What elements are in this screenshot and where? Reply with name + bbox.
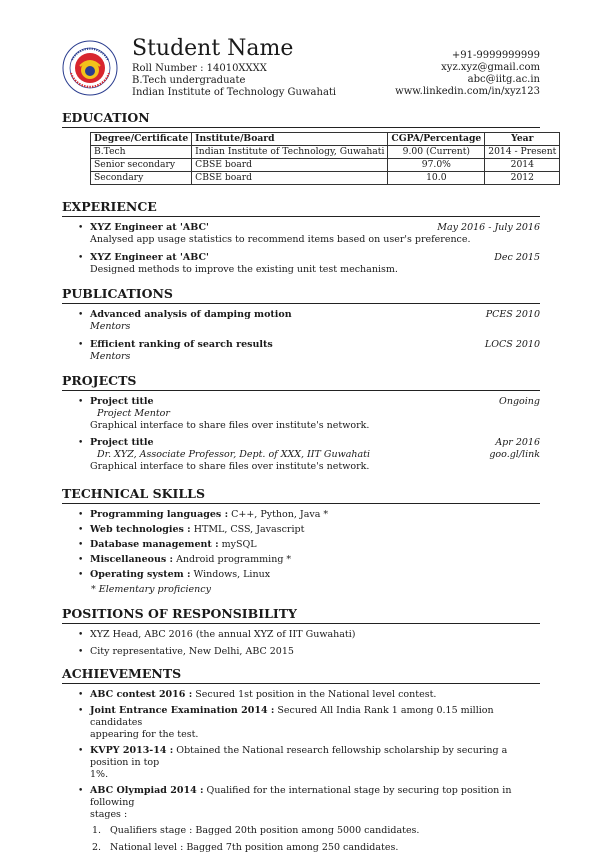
column-header: Degree/Certificate [91, 133, 192, 146]
list-item [62, 745, 540, 781]
column-header: Institute/Board [192, 133, 388, 146]
section-title: EDUCATION [62, 110, 540, 128]
table-row [91, 159, 560, 172]
skills-section [62, 486, 540, 596]
job-date: May 2016 - July 2016 [437, 222, 540, 233]
skill-label: Database management : [90, 539, 219, 550]
achievement-text-cont: stages : [90, 809, 128, 820]
publication-title: • Efficient ranking of search results [90, 339, 273, 350]
positions-section [62, 606, 540, 658]
email-personal[interactable]: xyz.xyz@gmail.com [441, 62, 540, 73]
list-item [62, 339, 540, 363]
project-mentor: Dr. XYZ, Associate Professor, Dept. of XXX, IIT Guwahati [97, 449, 371, 460]
achievement-label: Joint Entrance Examination 2014 : [90, 705, 275, 716]
table-cell: 10.0 [388, 172, 485, 185]
contact-details [395, 50, 540, 98]
sub-item-number: 2. [92, 842, 102, 853]
section-title: EXPERIENCE [62, 199, 540, 217]
achievement-text: Secured All India Rank 1 among 0.15 million candidates [90, 705, 494, 728]
project-title: • Project title [90, 437, 154, 448]
skill-value: mySQL [218, 539, 257, 550]
publication-role: Mentors [90, 321, 131, 332]
skill-label: Web technologies : [90, 524, 191, 535]
list-item [62, 569, 540, 581]
achievements-section [62, 666, 540, 854]
institute: Indian Institute of Technology Guwahati [132, 87, 337, 98]
achievement-label: KVPY 2013-14 : [90, 745, 174, 756]
project-title: • Project title [90, 396, 154, 407]
table-cell: CBSE board [192, 159, 388, 172]
student-name: Student Name [132, 36, 294, 61]
column-header: Year [485, 133, 560, 146]
job-role: • XYZ Engineer at 'ABC' [90, 252, 209, 263]
table-cell: Senior secondary [91, 159, 192, 172]
sub-list-item [62, 842, 540, 854]
table-row [91, 146, 560, 159]
publication-venue: LOCS 2010 [484, 339, 540, 350]
section-title: POSITIONS OF RESPONSIBILITY [62, 606, 540, 624]
sub-item-text: National level : Bagged 7th position among 250 candidates. [110, 842, 399, 853]
section-title: ACHIEVEMENTS [62, 666, 540, 684]
table-cell: CBSE board [192, 172, 388, 185]
phone: +91-9999999999 [451, 50, 540, 61]
list-item [62, 252, 540, 276]
website-link[interactable]: www.linkedin.com/in/xyz123 [395, 86, 540, 97]
sub-item-text: Qualifiers stage : Bagged 20th position among 5000 candidates. [110, 825, 420, 836]
education-section [62, 110, 557, 185]
roll-number: Roll Number : 14010XXXX [132, 63, 267, 74]
degree: B.Tech undergraduate [132, 75, 246, 86]
project-status: Ongoing [499, 396, 540, 407]
education-table [90, 132, 560, 185]
table-cell: B.Tech [91, 146, 192, 159]
section-title: PUBLICATIONS [62, 286, 540, 304]
job-role: • XYZ Engineer at 'ABC' [90, 222, 209, 233]
list-item [62, 396, 540, 432]
skills-footnote: * Elementary proficiency [91, 584, 211, 595]
sub-list-item [62, 825, 540, 837]
publication-venue: PCES 2010 [485, 309, 540, 320]
table-cell: 97.0% [388, 159, 485, 172]
list-item [62, 705, 540, 741]
project-description: Graphical interface to share files over institute's network. [90, 461, 370, 472]
skill-label: Miscellaneous : [90, 554, 174, 565]
achievement-text-cont: appearing for the test. [90, 729, 199, 740]
list-item [62, 524, 540, 536]
list-item [62, 554, 540, 566]
table-cell: 2014 [485, 159, 560, 172]
skill-value: C++, Python, Java * [228, 509, 329, 520]
achievement-text: Secured 1st position in the National level contest. [192, 689, 437, 700]
iitg-logo [62, 40, 118, 96]
skill-value: Windows, Linux [190, 569, 271, 580]
table-row [91, 172, 560, 185]
achievement-text: Obtained the National research fellowship scholarship by securing a position in top [90, 745, 508, 768]
skill-label: Programming languages : [90, 509, 229, 520]
job-description: Designed methods to improve the existing unit test mechanism. [90, 264, 398, 275]
table-header-row [91, 133, 560, 146]
publication-title: • Advanced analysis of damping motion [90, 309, 292, 320]
section-title: TECHNICAL SKILLS [62, 486, 540, 504]
section-title: PROJECTS [62, 373, 540, 391]
sub-item-number: 1. [92, 825, 102, 836]
skill-label: Operating system : [90, 569, 191, 580]
list-item [62, 539, 540, 551]
project-link[interactable]: goo.gl/link [489, 449, 540, 460]
list-item [62, 689, 540, 701]
list-item: • City representative, New Delhi, ABC 2015 [62, 646, 540, 658]
table-cell: 9.00 (Current) [388, 146, 485, 159]
list-item [62, 437, 540, 473]
project-mentor: Project Mentor [97, 408, 170, 419]
project-description: Graphical interface to share files over institute's network. [90, 420, 370, 431]
experience-section [62, 199, 540, 276]
list-item [62, 222, 540, 246]
table-cell: 2012 [485, 172, 560, 185]
skill-value: Android programming * [173, 554, 292, 565]
table-cell: Secondary [91, 172, 192, 185]
project-date: Apr 2016 [495, 437, 540, 448]
list-item: • XYZ Head, ABC 2016 (the annual XYZ of IIT Guwahati) [62, 629, 540, 641]
header-details [132, 63, 336, 99]
job-description: Analysed app usage statistics to recommend items based on user's preference. [90, 234, 471, 245]
achievement-text: Qualified for the international stage by securing top position in following [90, 785, 512, 808]
list-item [62, 309, 540, 333]
achievement-text-cont: 1%. [90, 769, 109, 780]
list-item [62, 785, 540, 821]
skill-value: HTML, CSS, Javascript [190, 524, 305, 535]
publication-role: Mentors [90, 351, 131, 362]
list-item [62, 509, 540, 521]
projects-section [62, 373, 540, 473]
job-date: Dec 2015 [494, 252, 540, 263]
table-cell: 2014 - Present [485, 146, 560, 159]
achievement-label: ABC Olympiad 2014 : [90, 785, 204, 796]
email-institute[interactable]: abc@iitg.ac.in [467, 74, 540, 85]
achievement-label: ABC contest 2016 : [90, 689, 193, 700]
publications-section [62, 286, 540, 363]
column-header: CGPA/Percentage [388, 133, 485, 146]
table-cell: Indian Institute of Technology, Guwahati [192, 146, 388, 159]
